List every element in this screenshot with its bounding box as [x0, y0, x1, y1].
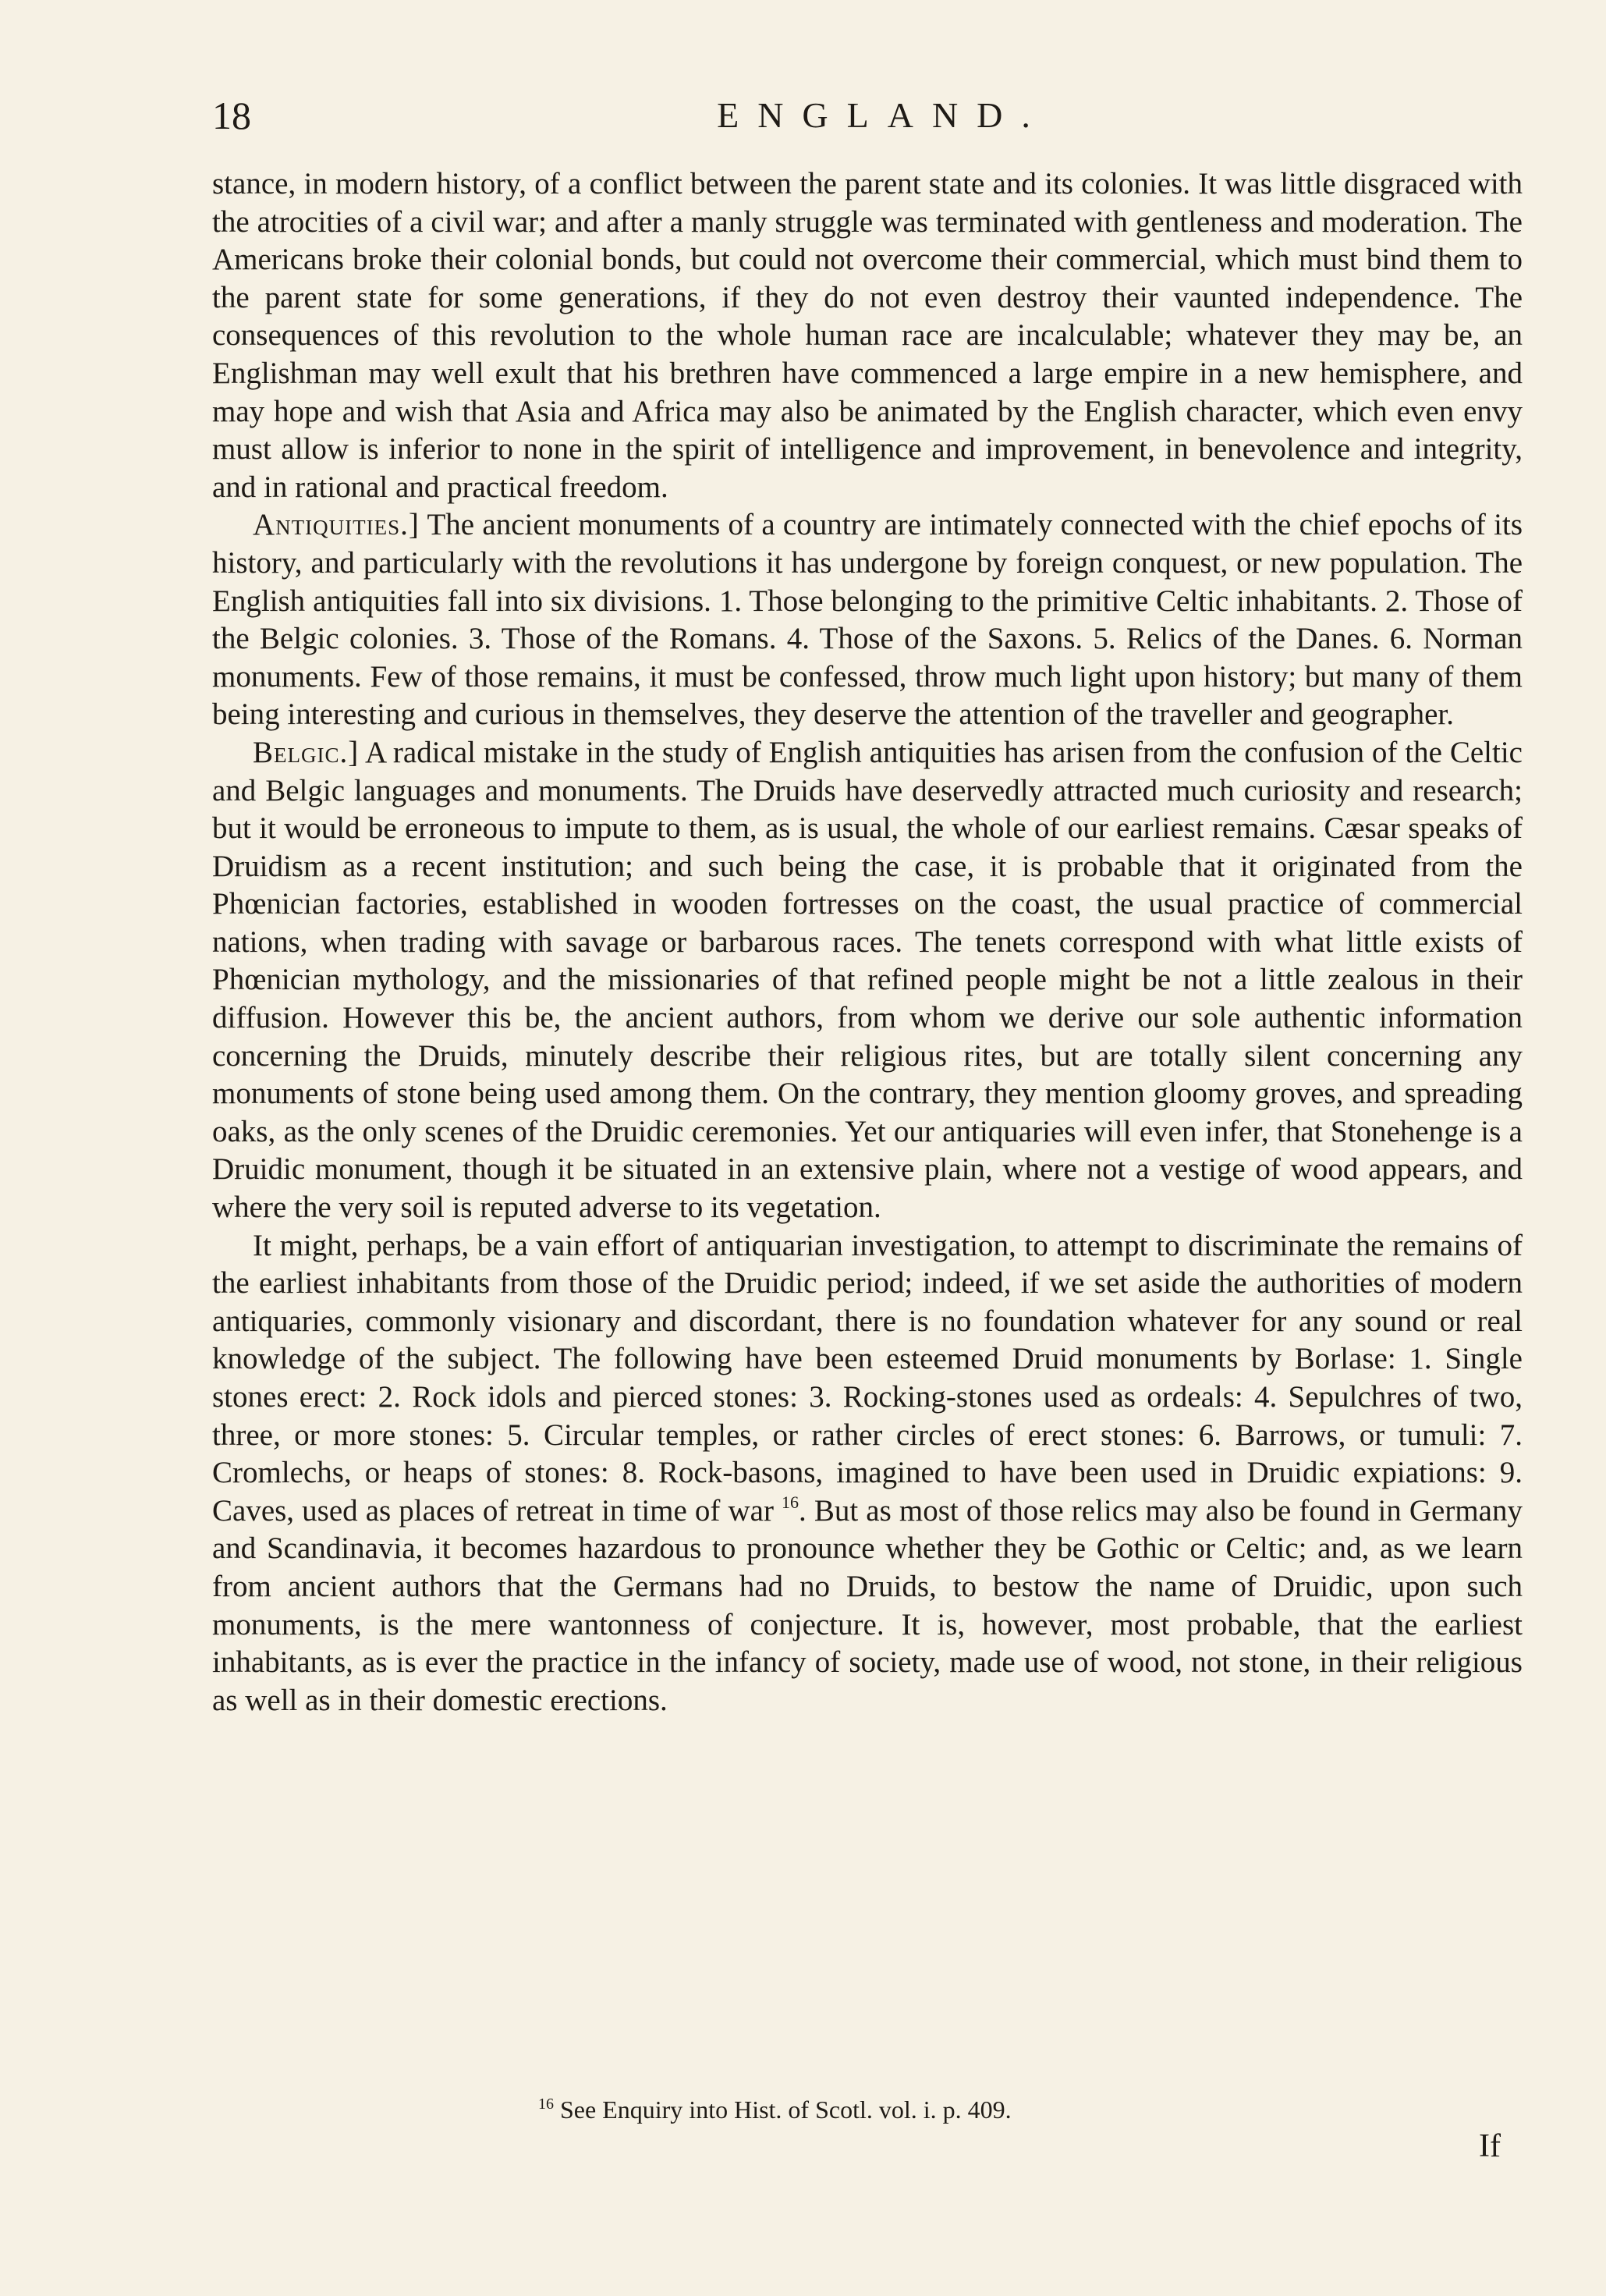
footnote — [538, 2088, 1012, 2125]
body-text — [212, 165, 1523, 1719]
page-number: 18 — [212, 94, 251, 137]
page-header — [212, 92, 1523, 147]
footnote-mark: 16 — [538, 2095, 554, 2113]
footnote-text: See Enquiry into Hist. of Scotl. vol. i. p. 409. — [560, 2095, 1012, 2124]
running-head: ENGLAND. — [717, 95, 1049, 135]
paragraph-4 — [212, 1227, 1523, 1720]
paragraph-belgic-text: A radical mistake in the study of English antiquities has arisen from the confusion of the Celtic and Belgic languages and monuments. The Druids have deservedly attracted much curiosity and research; but it would be erroneous to impute to them, as is usual, the whole of our earliest remains. Cæsar speaks of Druidism as a recent institution; and such being the case, it is probable that it originated from the Phœnician factories, established in wooden fortresses on the coast, the usual practice of commercial nations, when trading with savage or barbarous races. The tenets correspond with what little exists of Phœnician mythology, and the missionaries of that refined people might be not a little zealous in their diffusion. However this be, the ancient authors, from whom we derive our sole authentic information concerning the Druids, minutely describe their religious rites, but are totally silent concerning any monuments of stone being used among them. On the contrary, they mention gloomy groves, and spreading oaks, as the only scenes of the Druidic ceremonies. Yet our antiquaries will even infer, that Stonehenge is a Druidic monument, though it be situated in an extensive plain, where not a vestige of wood appears, and where the very soil is reputed adverse to its vegetation. — [212, 735, 1523, 1225]
paragraph-antiquities — [212, 506, 1523, 734]
catchword: If — [1479, 2128, 1501, 2164]
paragraph-1-text: stance, in modern history, of a conflict between the parent state and its colonies. It was little disgraced with the atrocities of a civil war; and after a manly struggle was terminated with gentleness and moderation. The Americans broke their colonial bonds, but could not overcome their commercial, which must bind them to the parent state for some generations, if they do not even destroy their vaunted independence. The consequences of this revolution to the whole human race are incalculable; whatever they may be, an Englishman may well exult that his brethren have commenced a large empire in a new hemisphere, and may hope and wish that Asia and Africa may also be animated by the English character, which even envy must allow is inferior to none in the spirit of intelligence and improvement, in benevolence and integrity, and in rational and practical freedom. — [212, 167, 1523, 504]
paragraph-antiquities-text: The ancient monuments of a country are intimately connected with the chief epochs of its history, and particularly with the revolutions it has undergone by foreign conquest, or new population. The English antiquities fall into six divisions. 1. Those belonging to the primitive Celtic inhabitants. 2. Those of the Belgic colonies. 3. Those of the Romans. 4. Those of the Saxons. 5. Relics of the Danes. 6. Norman monuments. Few of those remains, it must be confessed, throw much light upon history; but many of them being interesting and curious in themselves, they deserve the attention of the traveller and geographer. — [212, 508, 1523, 732]
side-heading-belgic: Belgic.] — [253, 735, 360, 769]
paragraph-4-text-after-note: . But as most of those relics may also be found in Germany and Scandinavia, it becomes hazardous to pronounce whether they be Gothic or Celtic; and, as we learn from ancient authors that the Germans had no Druids, to bestow the name of Druidic, upon such monuments, is the mere wantonness of conjecture. It is, however, most probable, that the earliest inhabitants, as is ever the practice in the infancy of society, made use of wood, not stone, in their religious as well as in their domestic erections. — [212, 1493, 1523, 1717]
paragraph-belgic — [212, 734, 1523, 1227]
footnote-reference[interactable]: 16 — [782, 1492, 799, 1512]
paragraph-1 — [212, 165, 1523, 506]
paragraph-4-text-before-note: It might, perhaps, be a vain effort of antiquarian investigation, to attempt to discriminate the remains of the earliest inhabitants from those of the Druidic period; indeed, if we set aside the authorities of modern antiquaries, commonly visionary and discordant, there is no foundation whatever for any sound or real knowledge of the subject. The following have been esteemed Druid monuments by Borlase: 1. Single stones erect: 2. Rock idols and pierced stones: 3. Rocking-stones used as ordeals: 4. Sepulchres of two, three, or more stones: 5. Circular temples, or rather circles of erect stones: 6. Barrows, or tumuli: 7. Cromlechs, or heaps of stones: 8. Rock-basons, imagined to have been used in Druidic expiations: 9. Caves, used as places of retreat in time of war — [212, 1228, 1523, 1528]
side-heading-antiquities: Antiquities.] — [253, 508, 420, 542]
